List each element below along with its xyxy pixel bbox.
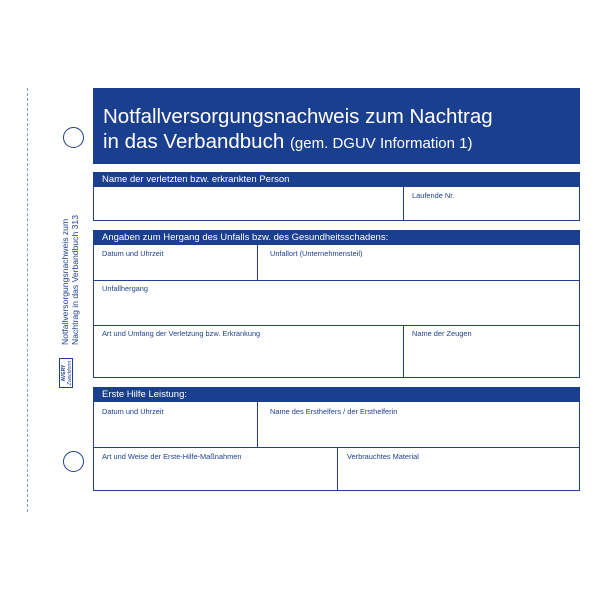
accident-date-time-field[interactable] xyxy=(94,258,256,280)
accident-date-time-label: Datum und Uhrzeit xyxy=(102,249,164,258)
first-aid-measures-field[interactable] xyxy=(94,461,336,490)
first-aid-measures-label: Art und Weise der Erste-Hilfe-Maßnahmen xyxy=(102,452,242,461)
running-number-label: Laufende Nr. xyxy=(412,191,455,200)
used-material-field[interactable] xyxy=(338,461,579,490)
form-title-line2 xyxy=(103,129,570,157)
section-first-aid-box xyxy=(93,401,580,491)
running-number-field[interactable] xyxy=(404,199,579,220)
injured-person-name-field[interactable] xyxy=(94,187,402,220)
used-material-label: Verbrauchtes Material xyxy=(347,452,419,461)
accident-course-field[interactable] xyxy=(94,293,579,325)
first-aider-name-label: Name des Ersthelfers / der Ersthelferin xyxy=(270,407,398,416)
avery-zweckform-logo xyxy=(59,358,73,388)
punch-hole-top xyxy=(63,127,84,148)
section-accident-box xyxy=(93,244,580,378)
form-title-bar xyxy=(93,88,580,164)
section-injured-person-box xyxy=(93,186,580,221)
first-aid-date-time-field[interactable] xyxy=(94,416,256,447)
accident-course-label: Unfallhergang xyxy=(102,284,149,293)
section-accident-header: Angaben zum Hergang des Unfalls bzw. des Gesundheitsschadens: xyxy=(93,230,580,245)
injury-type-label: Art und Umfang der Verletzung bzw. Erkrankung xyxy=(102,329,261,338)
section-injured-person-header: Name der verletzten bzw. erkrankten Person xyxy=(93,172,580,187)
side-caption-line2: Nachtrag in das Verbandbuch 313 xyxy=(70,215,80,345)
accident-location-field[interactable] xyxy=(258,258,579,280)
punch-hole-bottom xyxy=(63,451,84,472)
section-first-aid-header: Erste Hilfe Leistung: xyxy=(93,387,580,402)
witness-label: Name der Zeugen xyxy=(412,329,472,338)
divider xyxy=(94,280,579,281)
injury-type-field[interactable] xyxy=(94,338,402,377)
first-aider-name-field[interactable] xyxy=(258,416,579,447)
side-caption-line1: Notfallversorgungsnachweis zum xyxy=(60,218,70,345)
perforation-line xyxy=(27,88,28,512)
side-caption xyxy=(60,215,80,345)
form-title-line2-text: in das Verbandbuch xyxy=(103,130,285,153)
witness-field[interactable] xyxy=(404,338,579,377)
accident-location-label: Unfallort (Unternehmensteil) xyxy=(270,249,363,258)
first-aid-date-time-label: Datum und Uhrzeit xyxy=(102,407,164,416)
form-title-line1: Notfallversorgungsnachweis zum Nachtrag xyxy=(103,105,493,128)
form-title-subtitle: (gem. DGUV Information 1) xyxy=(289,135,473,152)
logo-line1: AVERY xyxy=(61,364,67,382)
divider xyxy=(94,325,579,326)
logo-line2: Zweckform xyxy=(67,360,73,386)
